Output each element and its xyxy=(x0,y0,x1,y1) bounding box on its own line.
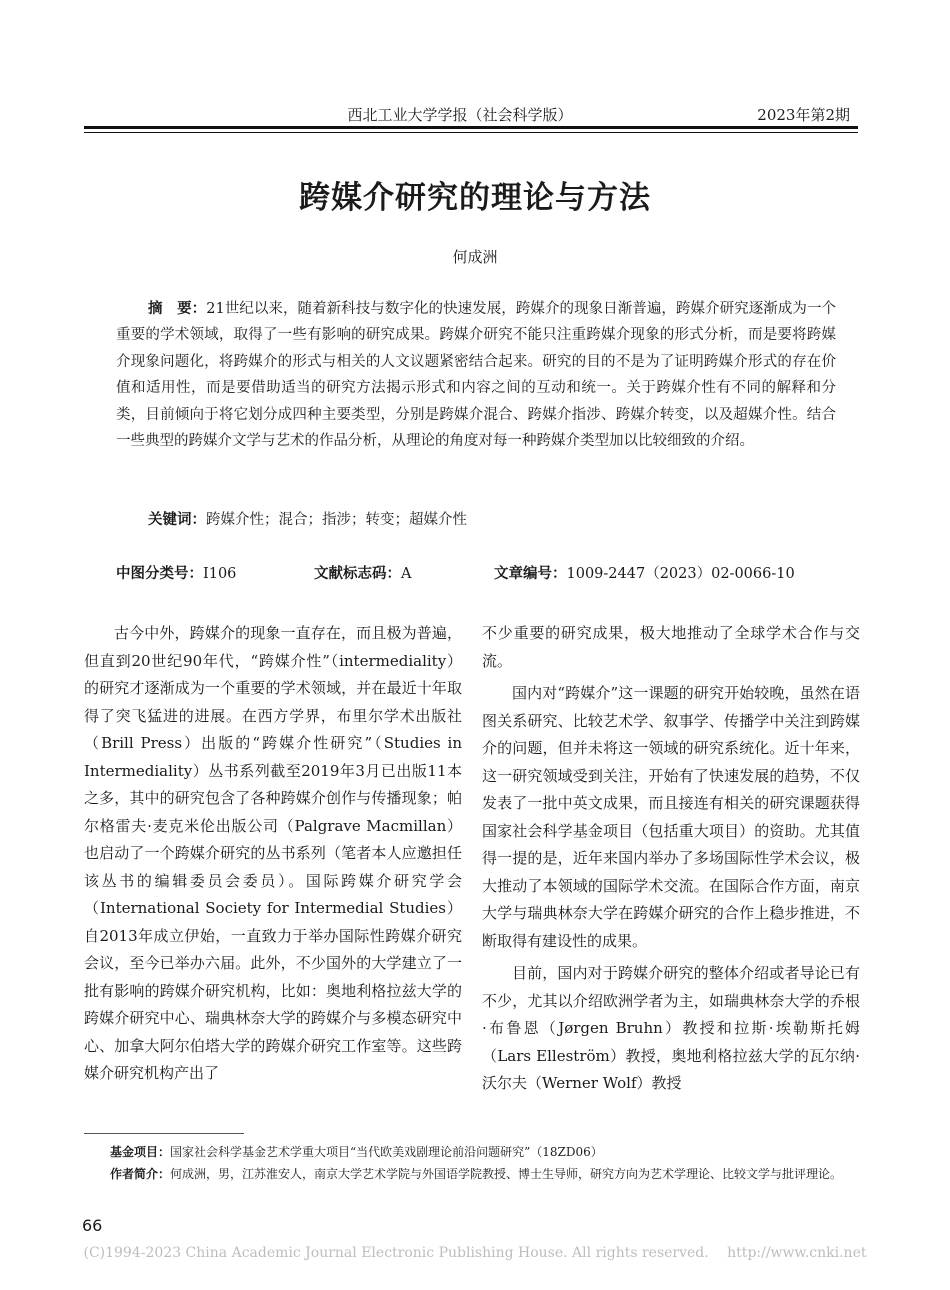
keywords-label: 关键词： xyxy=(148,512,206,528)
journal-name: 西北工业大学学报（社会科学版） xyxy=(347,106,573,124)
fund-label: 基金项目： xyxy=(110,1145,171,1159)
header-rule-thin xyxy=(84,132,858,133)
article-title: 跨媒介研究的理论与方法 xyxy=(299,180,651,216)
abstract-text: 21世纪以来，随着新科技与数字化的快速发展，跨媒介的现象日渐普遍，跨媒介研究逐渐成为一个重要的学术领域，取得了一些有影响的研究成果。跨媒介研究不能只注重跨媒介现象的形式分析，而是要将跨媒介现象问题化，将跨媒介的形式与相关的人文议题紧密结合起来。研究的目的不是为了证明跨媒介形式的存在价值和适用性，而是要借助适当的研究方法揭示形式和内容之间的互动和统一。关于跨媒介性有不同的解释和分类，目前倾向于将它划分成四种主要类型，分别是跨媒介混合、跨媒介指涉、跨媒介转变，以及超媒介性。结合一些典型的跨媒介文学与艺术的作品分析，从理论的角度对每一种跨媒介类型加以比较细致的介绍。 xyxy=(116,301,837,450)
abstract xyxy=(116,296,836,454)
abstract-label: 摘 要： xyxy=(148,301,207,317)
keywords xyxy=(148,508,467,529)
paragraph: 不少重要的研究成果，极大地推动了全球学术合作与交流。 xyxy=(482,624,860,670)
author-bio-label: 作者简介： xyxy=(110,1167,171,1181)
fund-text: 国家社会科学基金艺术学重大项目“当代欧美戏剧理论前沿问题研究”（18ZD06） xyxy=(170,1145,603,1159)
article-number xyxy=(494,562,795,583)
page-number: 66 xyxy=(82,1216,103,1235)
author-bio-text: 何成洲，男，江苏淮安人，南京大学艺术学院与外国语学院教授、博士生导师，研究方向为艺术学理论、比较文学与批评理论。 xyxy=(170,1167,843,1181)
body-right-column xyxy=(482,620,860,1098)
article-number-label: 文章编号： xyxy=(494,566,567,582)
article-number-value: 1009-2447（2023）02-0066-10 xyxy=(566,566,795,582)
footnote-fund xyxy=(110,1144,870,1161)
clc-label: 中图分类号： xyxy=(116,566,203,582)
paragraph: 古今中外，跨媒介的现象一直存在，而且极为普遍，但直到20世纪90年代，“跨媒介性”（intermediality）的研究才逐渐成为一个重要的学术领域，并在最近十年取得了突飞猛进的进展。在西方学界，布里尔学术出版社（Brill Press）出版的“跨媒介性研究”（Studies in Intermediality）丛书系列截至2019年3月已出版11本之多，其中的研究包含了各种跨媒介创作与传播现象；帕尔格雷夫·麦克米伦出版公司（Palgrave Macmillan）也启动了一个跨媒介研究的丛书系列（笔者本人应邀担任该丛书的编辑委员会委员）。国际跨媒介研究学会（International Society for Intermedial Studies）自2013年成立伊始，一直致力于举办国际性跨媒介研究会议，至今已举办六届。此外，不少国外的大学建立了一批有影响的跨媒介研究机构，比如：奥地利格拉兹大学的跨媒介研究中心、瑞典林奈大学的跨媒介与多模态研究中心、加拿大阿尔伯塔大学的跨媒介研究工作室等。这些跨媒介研究机构产出了 xyxy=(84,624,462,1082)
paragraph: 国内对“跨媒介”这一课题的研究开始较晚，虽然在语图关系研究、比较艺术学、叙事学、传播学中关注到跨媒介的问题，但并未将这一领域的研究系统化。近十年来，这一研究领域受到关注，开始有了快速发展的趋势，不仅发表了一批中英文成果，而且接连有相关的研究课题获得国家社会科学基金项目（包括重大项目）的资助。尤其值得一提的是，近年来国内举办了多场国际性学术会议，极大推动了本领域的国际学术交流。在国际合作方面，南京大学与瑞典林奈大学在跨媒介研究的合作上稳步推进，不断取得有建设性的成果。 xyxy=(482,684,860,950)
clc-value: I106 xyxy=(203,566,237,582)
article-author: 何成洲 xyxy=(452,248,498,266)
document-code xyxy=(314,562,411,583)
issue-label: 2023年第2期 xyxy=(757,106,850,124)
copyright-watermark: (C)1994-2023 China Academic Journal Electronic Publishing House. All rights reserved. http://www.cnki.net xyxy=(83,1245,867,1261)
doc-code-label: 文献标志码： xyxy=(314,566,401,582)
header-rule-thick xyxy=(84,126,858,129)
body-left-column xyxy=(84,620,462,1088)
footnote-rule xyxy=(84,1133,244,1134)
footnote-author xyxy=(110,1166,870,1183)
paragraph: 目前，国内对于跨媒介研究的整体介绍或者导论已有不少，尤其以介绍欧洲学者为主，如瑞典林奈大学的乔根·布鲁恩（Jørgen Bruhn）教授和拉斯·埃勒斯托姆（Lars Elleström）教授，奥地利格拉兹大学的瓦尔纳·沃尔夫（Werner Wolf）教授 xyxy=(482,964,860,1092)
keywords-text: 跨媒介性；混合；指涉；转变；超媒介性 xyxy=(206,512,467,528)
doc-code-value: A xyxy=(401,566,412,582)
clc-number xyxy=(116,562,236,583)
